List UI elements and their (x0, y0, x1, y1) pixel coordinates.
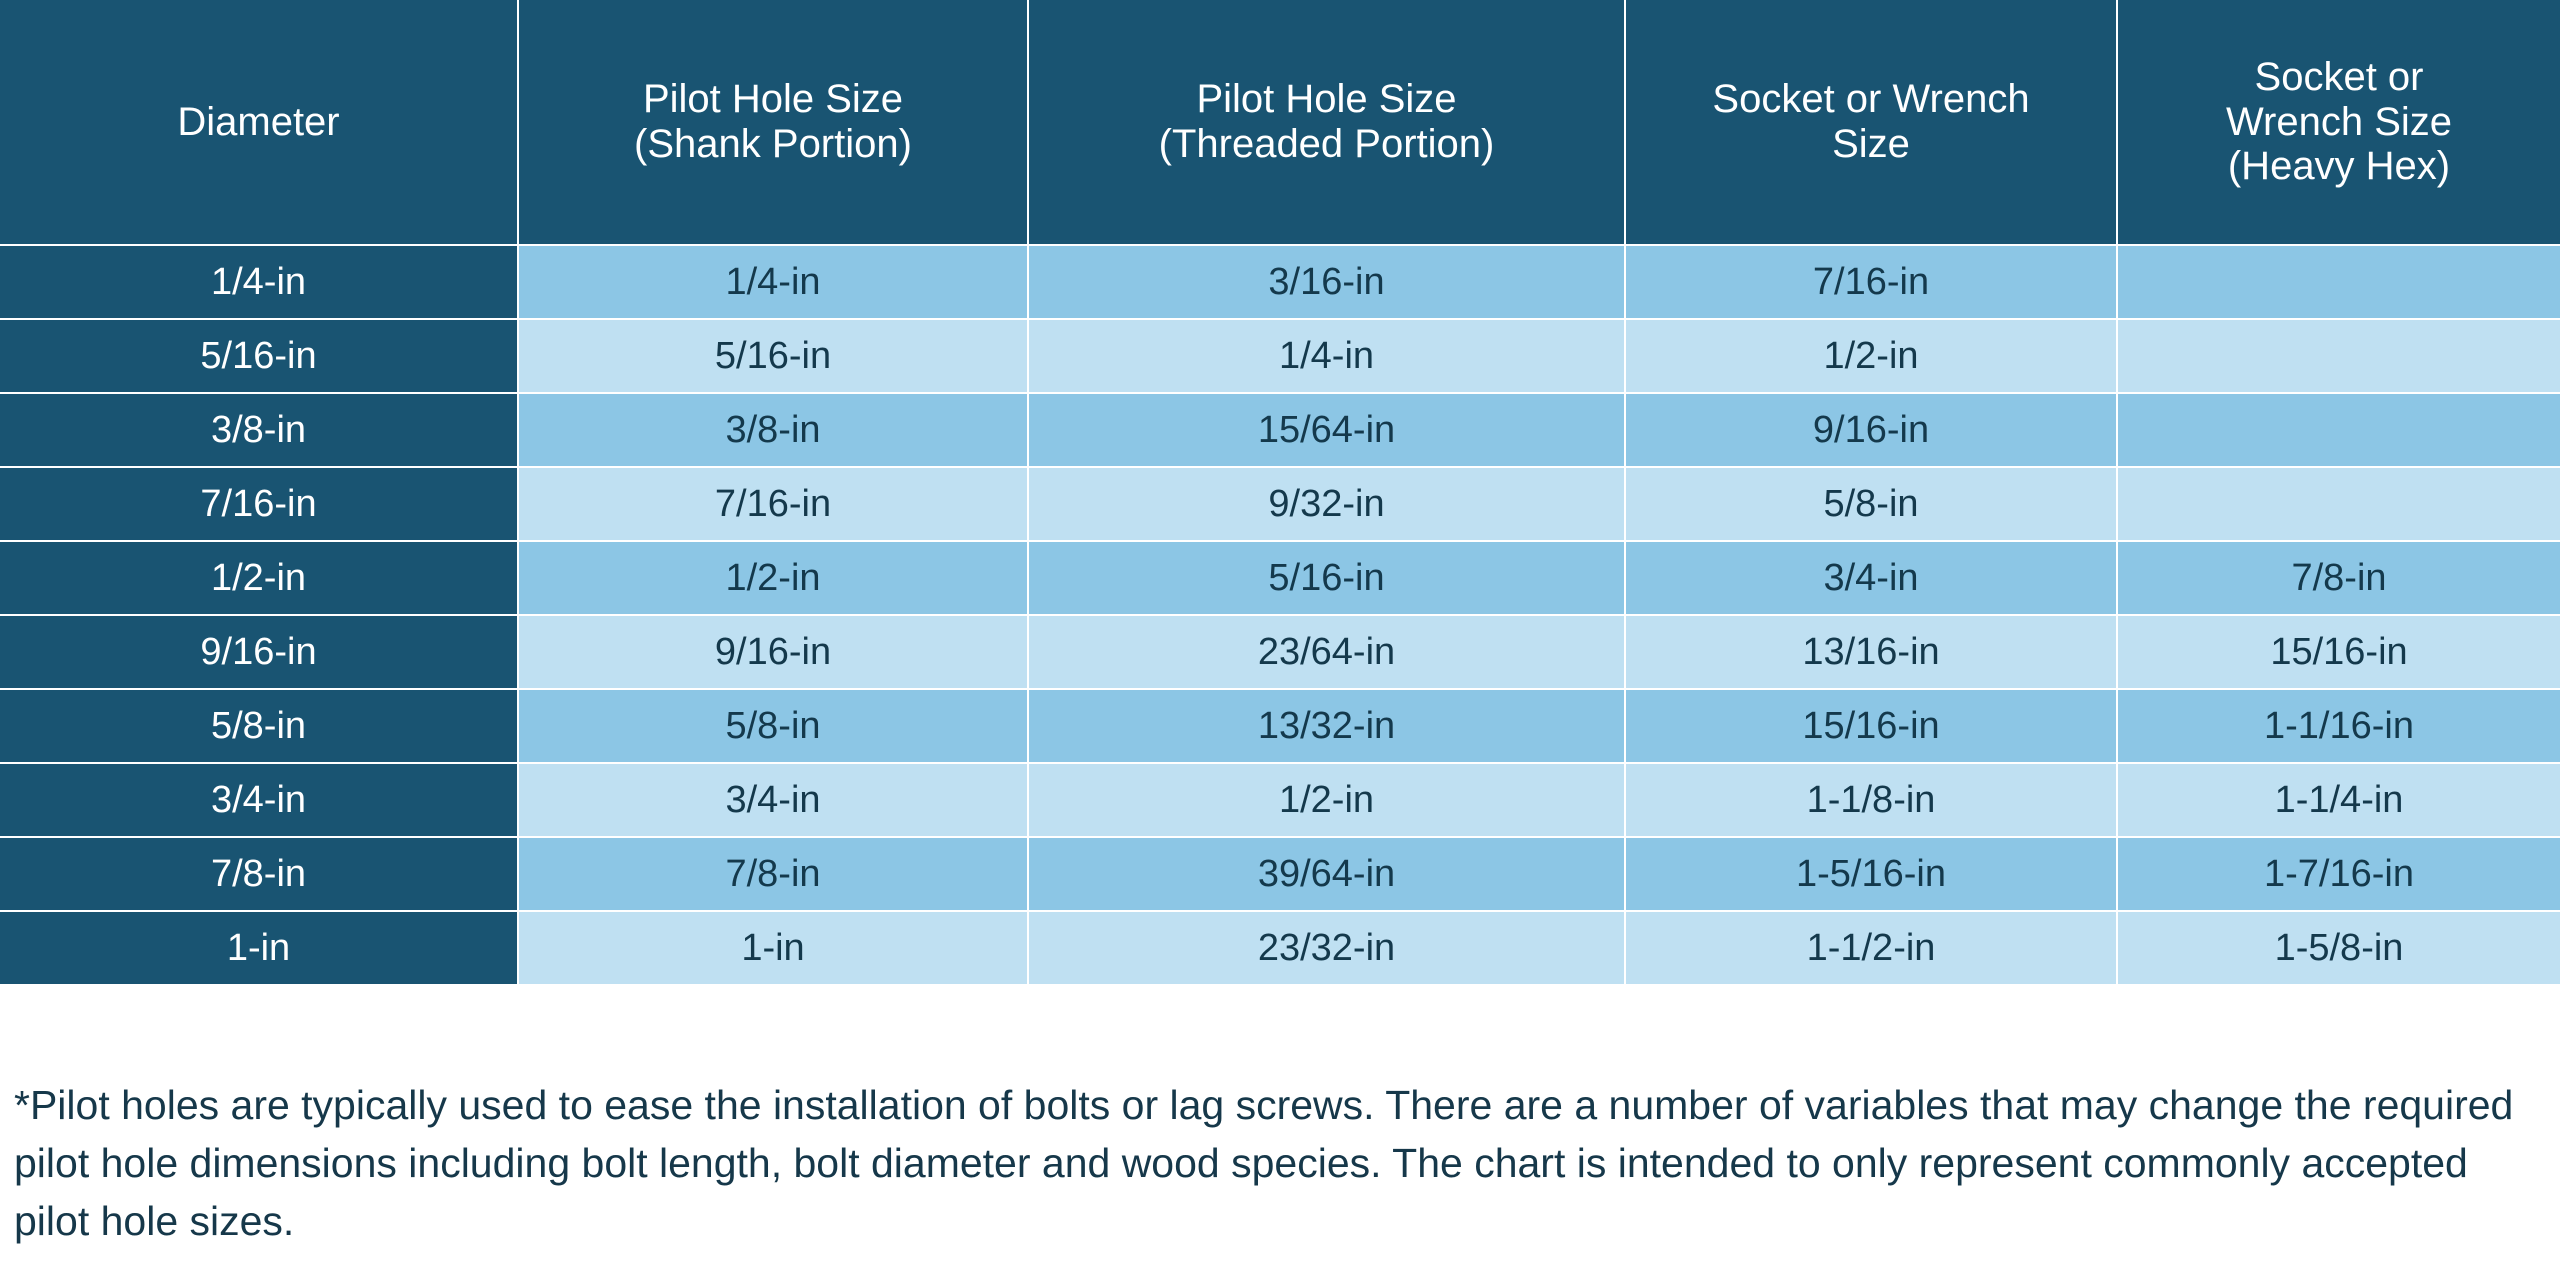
cell-socket: 1-1/2-in (1625, 911, 2117, 985)
cell-shank: 3/8-in (518, 393, 1028, 467)
cell-diameter: 7/8-in (0, 837, 518, 911)
cell-shank: 9/16-in (518, 615, 1028, 689)
cell-socket: 5/8-in (1625, 467, 2117, 541)
cell-threaded: 23/32-in (1028, 911, 1625, 985)
cell-threaded: 13/32-in (1028, 689, 1625, 763)
cell-heavy-hex (2117, 319, 2560, 393)
cell-heavy-hex (2117, 467, 2560, 541)
cell-threaded: 23/64-in (1028, 615, 1625, 689)
column-header-pilot-hole-shank: Pilot Hole Size (Shank Portion) (518, 0, 1028, 245)
cell-heavy-hex: 1-5/8-in (2117, 911, 2560, 985)
cell-threaded: 1/4-in (1028, 319, 1625, 393)
cell-diameter: 3/8-in (0, 393, 518, 467)
cell-socket: 3/4-in (1625, 541, 2117, 615)
cell-shank: 1/4-in (518, 245, 1028, 319)
cell-diameter: 5/8-in (0, 689, 518, 763)
cell-shank: 1-in (518, 911, 1028, 985)
cell-threaded: 1/2-in (1028, 763, 1625, 837)
cell-threaded: 5/16-in (1028, 541, 1625, 615)
table-row (0, 393, 2560, 467)
table-row (0, 319, 2560, 393)
table-row (0, 689, 2560, 763)
cell-socket: 1-1/8-in (1625, 763, 2117, 837)
cell-socket: 13/16-in (1625, 615, 2117, 689)
cell-socket: 15/16-in (1625, 689, 2117, 763)
column-header-diameter: Diameter (0, 0, 518, 245)
cell-diameter: 7/16-in (0, 467, 518, 541)
cell-diameter: 3/4-in (0, 763, 518, 837)
cell-shank: 3/4-in (518, 763, 1028, 837)
table-row (0, 763, 2560, 837)
table-row (0, 837, 2560, 911)
cell-threaded: 3/16-in (1028, 245, 1625, 319)
cell-socket: 7/16-in (1625, 245, 2117, 319)
cell-diameter: 5/16-in (0, 319, 518, 393)
table-row (0, 467, 2560, 541)
table-header (0, 0, 2560, 245)
table-header-row (0, 0, 2560, 245)
cell-heavy-hex: 1-7/16-in (2117, 837, 2560, 911)
cell-shank: 7/16-in (518, 467, 1028, 541)
cell-threaded: 39/64-in (1028, 837, 1625, 911)
footnote-text: *Pilot holes are typically used to ease the installation of bolts or lag screws. There are a number of variables that may change the required pilot hole dimensions including bolt length, bolt diameter and wood species. The chart is intended to only represent commonly accepted pilot hole sizes. (14, 1082, 2514, 1245)
cell-shank: 5/16-in (518, 319, 1028, 393)
cell-socket: 1/2-in (1625, 319, 2117, 393)
cell-diameter: 1/2-in (0, 541, 518, 615)
cell-heavy-hex: 7/8-in (2117, 541, 2560, 615)
table-row (0, 245, 2560, 319)
cell-heavy-hex: 1-1/16-in (2117, 689, 2560, 763)
column-header-socket-wrench: Socket or Wrench Size (1625, 0, 2117, 245)
cell-shank: 1/2-in (518, 541, 1028, 615)
cell-diameter: 1-in (0, 911, 518, 985)
column-header-pilot-hole-threaded: Pilot Hole Size (Threaded Portion) (1028, 0, 1625, 245)
column-header-socket-wrench-heavy-hex: Socket or Wrench Size (Heavy Hex) (2117, 0, 2560, 245)
cell-threaded: 9/32-in (1028, 467, 1625, 541)
cell-socket: 9/16-in (1625, 393, 2117, 467)
cell-heavy-hex: 1-1/4-in (2117, 763, 2560, 837)
cell-shank: 7/8-in (518, 837, 1028, 911)
table-body (0, 245, 2560, 985)
table-row (0, 911, 2560, 985)
cell-diameter: 9/16-in (0, 615, 518, 689)
cell-shank: 5/8-in (518, 689, 1028, 763)
cell-heavy-hex (2117, 245, 2560, 319)
cell-heavy-hex: 15/16-in (2117, 615, 2560, 689)
cell-diameter: 1/4-in (0, 245, 518, 319)
table-row (0, 615, 2560, 689)
cell-threaded: 15/64-in (1028, 393, 1625, 467)
table-row (0, 541, 2560, 615)
cell-socket: 1-5/16-in (1625, 837, 2117, 911)
cell-heavy-hex (2117, 393, 2560, 467)
